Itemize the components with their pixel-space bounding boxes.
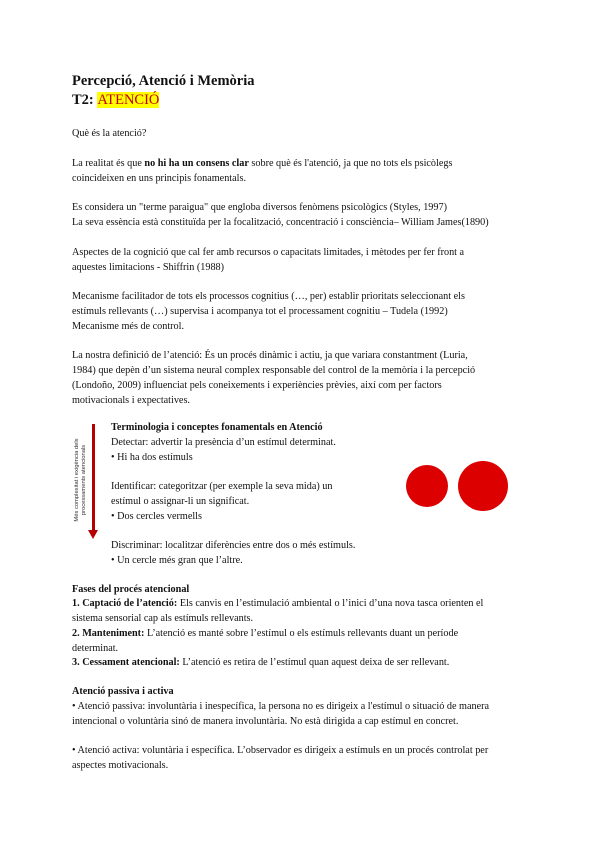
arrow-label-line1: Més complexitat i exigència dels [74,438,80,522]
phase-3-label: 3. Cessament atencional: [72,657,180,668]
phase-1-text: Els canvis en l’estimulació ambiental o l’inici d’una nova tasca orienten el [177,598,484,609]
complexity-arrow-shaft [92,424,95,532]
passive-line2: intencional o voluntària sinó de manera involuntària. No està dirigida a cap estímul en concret. [72,716,459,727]
identify-definition-line1: Identificar: categoritzar (per exemple la seva mida) un [111,481,333,492]
course-title: Percepció, Atenció i Memòria [72,73,255,89]
intro-reality-line1 [72,157,452,172]
definition-4-line4: motivacionals i expectatives. [72,395,190,406]
definition-3-line3: Mecanisme més de control. [72,321,185,332]
topic-highlight: ATENCIÓ [97,92,160,108]
intro-reality-line2: coincideixen en uns principis fonamentals. [72,173,246,184]
detect-example: • Hi ha dos estímuls [111,452,193,463]
definition-2-line1: Aspectes de la cognició que cal fer amb recursos o capacitats limitades, i mètodes per fer front a [72,247,465,258]
reality-after: sobre què és l'atenció, ja que no tots els psicòlegs [248,158,453,169]
topic-title [72,91,159,109]
definition-4-line2: 1984) que depèn d’un sistema neural complex responsable del control de la memòria i la percepció [72,365,476,376]
definition-1-line1: Es considera un "terme paraigua" que engloba diversos fenòmens psicològics (Styles, 1997) [72,202,447,213]
terminology-heading: Terminologia i conceptes fonamentals en Atenció [111,422,323,433]
definition-1-line2: La seva essència està constituïda per la focalització, concentració i consciència– William James(1890) [72,217,489,228]
topic-prefix: T2: [72,92,94,108]
phase-3-line1 [72,656,449,671]
phase-1-line1 [72,597,483,612]
complexity-arrow-head [88,530,98,539]
definition-4-line3: (Londoño, 2009) influenciat pels coneixements i experiències prèvies, així com per factors [72,380,442,391]
active-line2: aspectes motivacionals. [72,760,169,771]
phase-2-label: 2. Manteniment: [72,628,145,639]
phase-1-label: 1. Captació de l’atenció: [72,598,178,609]
phase-2-line1 [72,627,458,642]
definition-3-line1: Mecanisme facilitador de tots els processos cognitius (…, per) establir prioritats seleccionant els [72,291,465,302]
phase-3-text: L’atenció es retira de l’estímul quan aquest deixa de ser rellevant. [179,657,450,668]
arrow-label [74,432,88,528]
phase-2-text: L’atenció es manté sobre l’estímul o els estímuls rellevants duant un període [144,628,459,639]
phases-heading: Fases del procés atencional [72,584,190,595]
identify-definition-line2: estímul o assignar-li un significat. [111,496,250,507]
large-red-circle [458,461,508,511]
intro-question: Què és la atenció? [72,128,147,139]
definition-4-line1: La nostra definició de l’atenció: És un procés dinàmic i actiu, ja que variara constantment (Luria, [72,350,468,361]
passive-line1: • Atenció passiva: involuntària i inespecífica, la persona no es dirigeix a l'estímul o situació de manera [72,701,490,712]
reality-bold: no hi ha un consens clar [144,158,249,169]
phase-1-line2: sistema sensorial cap als estímuls rellevants. [72,613,254,624]
definition-3-line2: estímuls rellevants (…) supervisa i acompanya tot el processament cognitiu – Tudela (1992) [72,306,448,317]
passive-active-heading: Atenció passiva i activa [72,686,174,697]
detect-definition: Detectar: advertir la presència d’un estímul determinat. [111,437,336,448]
identify-example: • Dos cercles vermells [111,511,202,522]
arrow-label-line2: processaments atencionals [81,444,87,516]
definition-2-line2: aquestes limitacions - Shiffrin (1988) [72,262,225,273]
reality-before: La realitat és que [72,158,145,169]
discriminate-example: • Un cercle més gran que l’altre. [111,555,243,566]
phase-2-line2: determinat. [72,643,119,654]
discriminate-definition: Discriminar: localitzar diferències entre dos o més estímuls. [111,540,356,551]
active-line1: • Atenció activa: voluntària i específica. L’observador es dirigeix a estímuls en un procés controlat per [72,745,489,756]
small-red-circle [406,465,448,507]
